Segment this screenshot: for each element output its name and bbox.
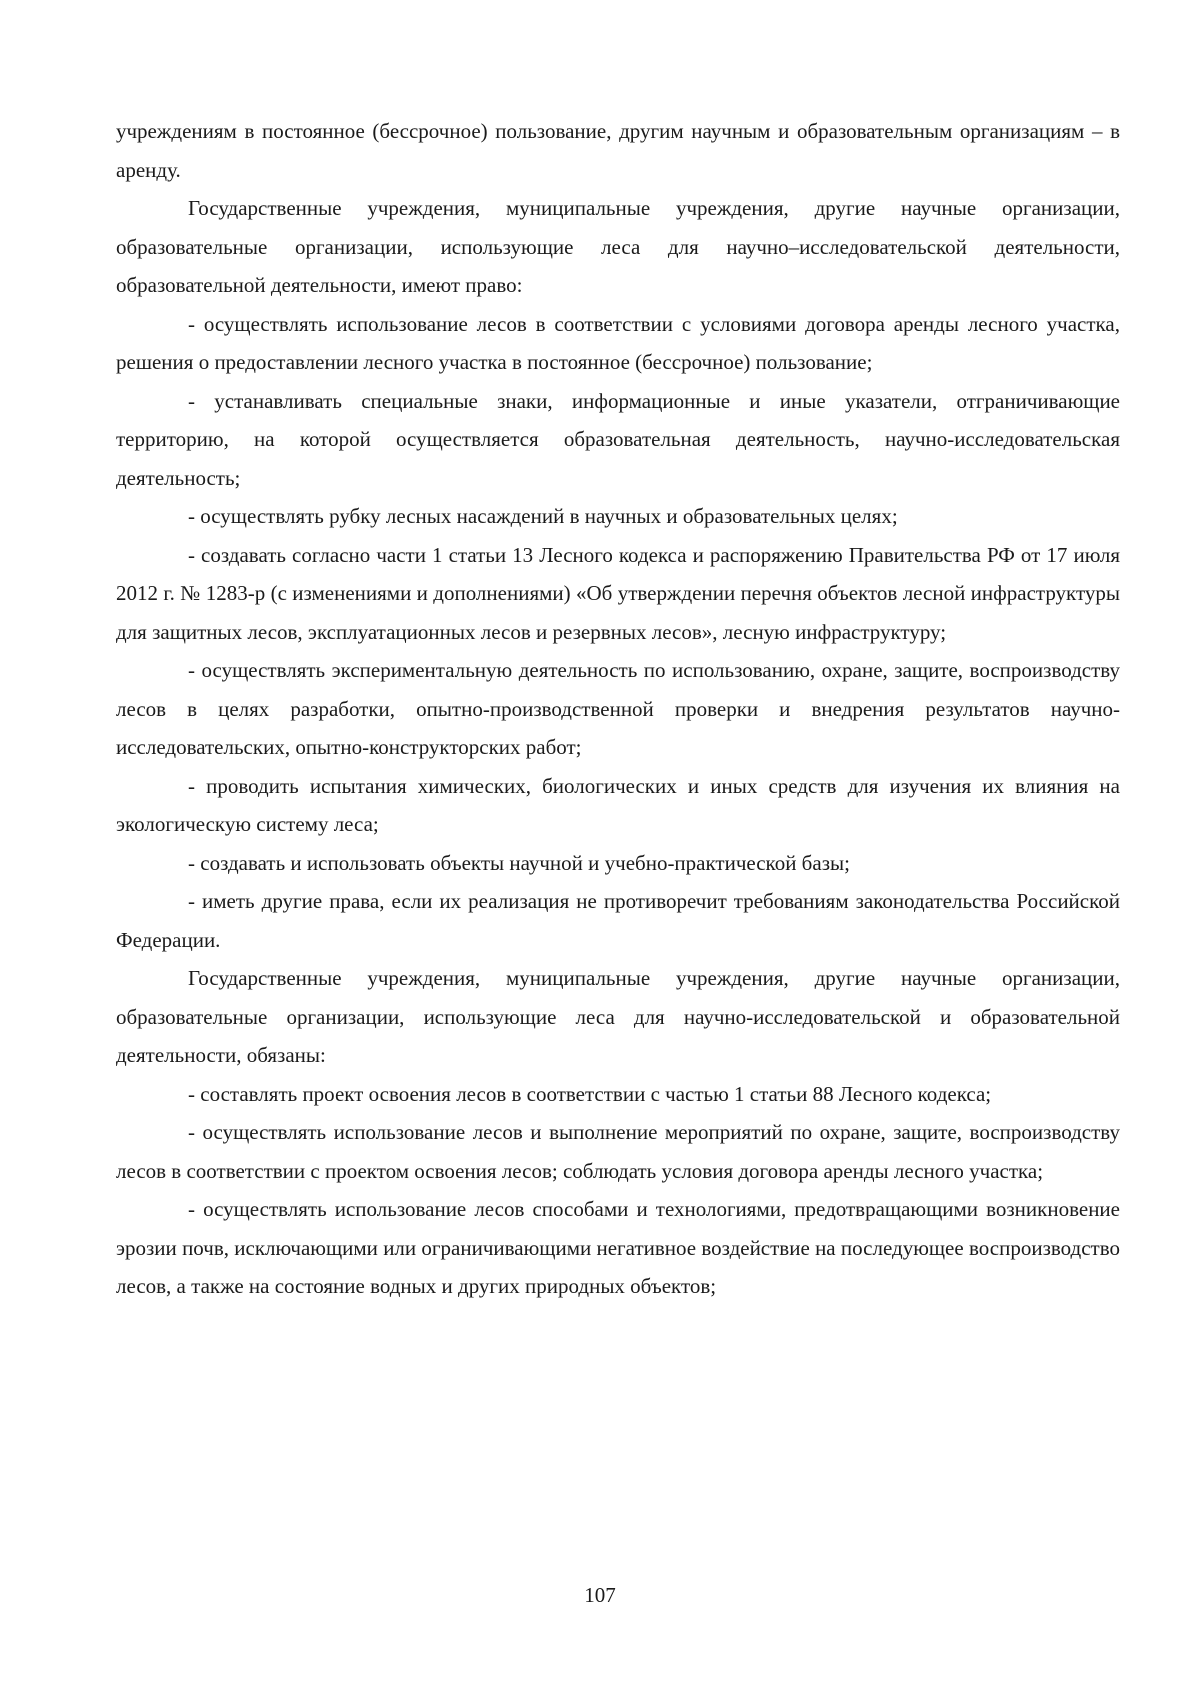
list-item-right: - устанавливать специальные знаки, информационные и иные указатели, отграничивающие территорию, на которой осуществляется образовательная деятельность, научно-исследовательская деятельность; <box>116 388 1120 490</box>
list-item-right: - создавать и использовать объекты научной и учебно-практической базы; <box>188 850 850 875</box>
list-item-obligation: - составлять проект освоения лесов в соответствии с частью 1 статьи 88 Лесного кодекса; <box>188 1081 992 1106</box>
list-item-right: - иметь другие права, если их реализация не противоречит требованиям законодательства Российской Федерации. <box>116 889 1120 952</box>
paragraph-obligations-intro: Государственные учреждения, муниципальные учреждения, другие научные организации, образовательные организации, использующие леса для научно-исследовательской и образовательной деятельности, обязаны: <box>116 966 1120 1067</box>
list-item-right: - проводить испытания химических, биологических и иных средств для изучения их влияния на экологическую систему леса; <box>116 773 1120 836</box>
document-body <box>116 112 1120 1306</box>
list-item-right: - осуществлять использование лесов в соответствии с условиями договора аренды лесного участка, решения о предоставлении лесного участка в постоянное (бессрочное) пользование; <box>116 311 1120 374</box>
list-item-obligation: - осуществлять использование лесов способами и технологиями, предотвращающими возникновение эрозии почв, исключающими или ограничивающими негативное воздействие на последующее воспроизводство лесов, а также на состояние водных и других природных объектов; <box>116 1197 1120 1298</box>
list-item-right: - создавать согласно части 1 статьи 13 Лесного кодекса и распоряжению Правительства РФ от 17 июля 2012 г. № 1283-р (с изменениями и дополнениями) «Об утверждении перечня объектов лесной инфраструктуры для защитных лесов, эксплуатационных лесов и резервных лесов», лесную инфраструктуру; <box>116 542 1120 644</box>
list-item-right: - осуществлять экспериментальную деятельность по использованию, охране, защите, воспроизводству лесов в целях разработки, опытно-производственной проверки и внедрения результатов научно-исследовательских, опытно-конструкторских работ; <box>116 658 1120 759</box>
list-item-right: - осуществлять рубку лесных насаждений в научных и образовательных целях; <box>188 504 898 528</box>
list-item-obligation: - осуществлять использование лесов и выполнение мероприятий по охране, защите, воспроизводству лесов в соответствии с проектом освоения лесов; соблюдать условия договора аренды лесного участка; <box>116 1120 1120 1183</box>
paragraph-continuation: учреждениям в постоянное (бессрочное) пользование, другим научным и образовательным организациям – в аренду. <box>116 119 1120 182</box>
paragraph-rights-intro: Государственные учреждения, муниципальные учреждения, другие научные организации, образовательные организации, использующие леса для научно–исследовательской деятельности, образовательной деятельности, имеют право: <box>116 196 1120 297</box>
page-number: 107 <box>584 1583 616 1607</box>
